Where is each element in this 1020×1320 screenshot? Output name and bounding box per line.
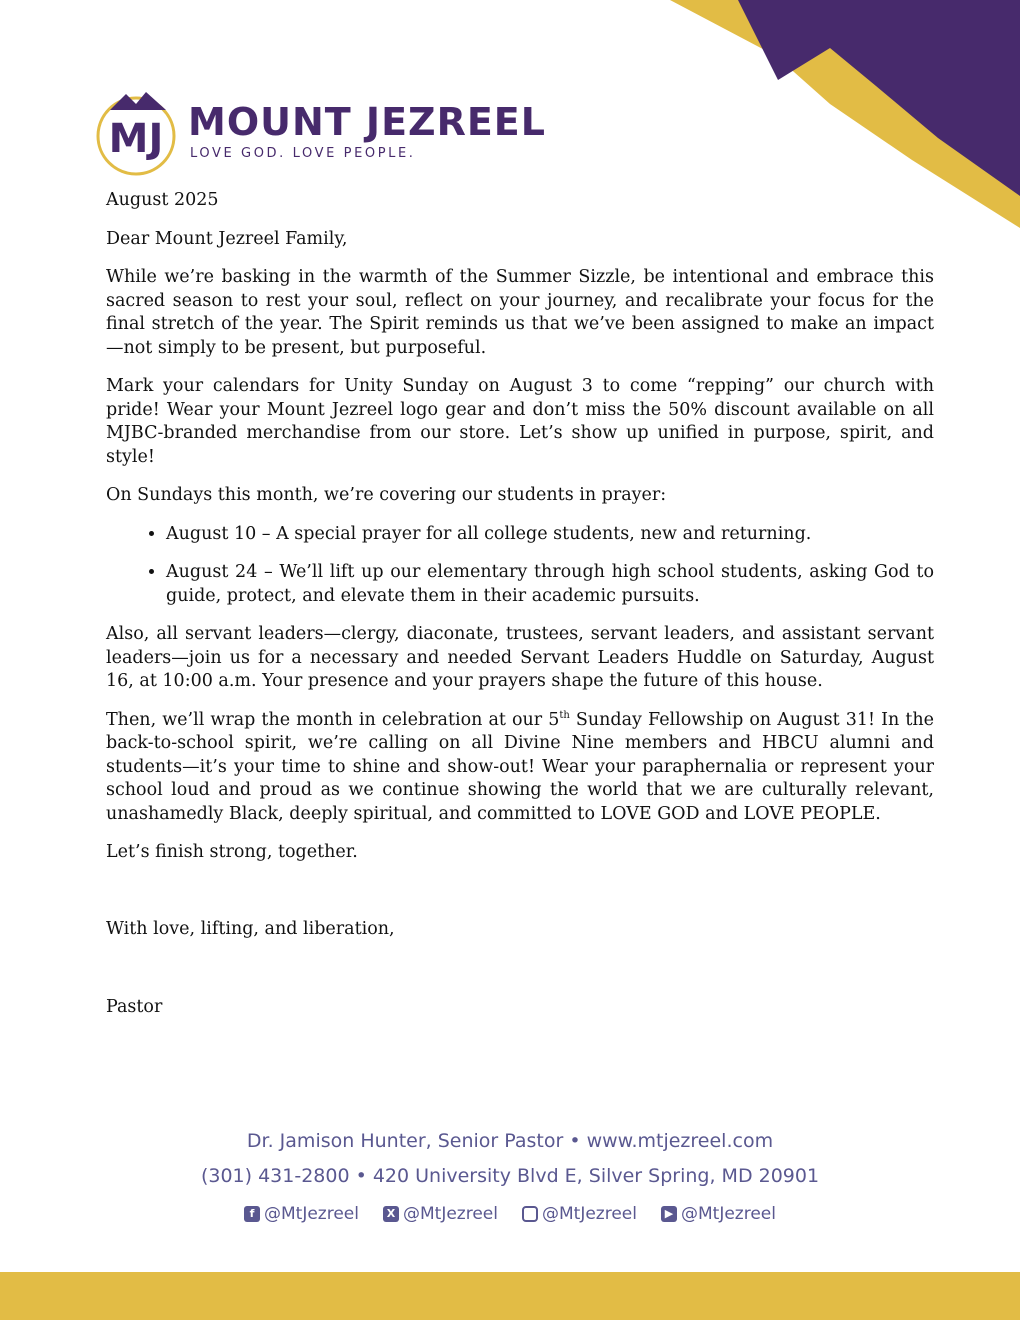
social-x[interactable]: X @MtJezreel [383,1204,498,1224]
youtube-icon: ▶ [661,1206,677,1222]
svg-text:MJ: MJ [108,116,164,162]
letter-paragraph: Also, all servant leaders—clergy, diaconate, trustees, servant leaders, and assistant servant leaders—join us for a necessary and needed Servant Leaders Huddle on Saturday, August 16, at 10:00 a.m. Your presence and your prayers shape the future of this house. [106,624,934,691]
letter-signature: Pastor [106,997,163,1017]
prayer-list [106,523,934,609]
letter-closing: With love, lifting, and liberation, [106,918,395,939]
social-facebook[interactable]: f @MtJezreel [244,1204,359,1224]
letter-date: August 2025 [106,190,219,210]
letter-paragraph: Then, we’ll wrap the month in celebration at our 5th Sunday Fellowship on August 31! In the back-to-school spirit, we’re calling on all Divine Nine members and HBCU alumni and students—it’s your time to shine and show-out! Wear your paraphernalia or represent your school loud and proud as we continue showing the world that we are culturally relevant, unashamedly Black, deeply spiritual, and committed to LOVE GOD and LOVE PEOPLE. [106,709,934,824]
social-youtube[interactable]: ▶ @MtJezreel [661,1204,776,1224]
x-icon: X [383,1206,399,1222]
letter-salutation: Dear Mount Jezreel Family, [106,228,348,249]
letter-paragraph: Let’s finish strong, together. [106,842,358,862]
facebook-icon: f [244,1206,260,1222]
logo-mark-icon [96,88,180,180]
instagram-icon [522,1206,538,1222]
footer-pastor-website: Dr. Jamison Hunter, Senior Pastor • www.mtjezreel.com [246,1130,774,1152]
church-logo [96,88,556,180]
letter-paragraph: While we’re basking in the warmth of the Summer Sizzle, be intentional and embrace this sacred season to rest your soul, reflect on your journey, and recalibrate your focus for the final stretch of the year. The Spirit reminds us that we’ve been assigned to make an impact—not simply to be present, but purposeful. [106,267,934,358]
letter-body [106,189,934,1035]
church-tagline: LOVE GOD. LOVE PEOPLE. [190,146,416,161]
social-links [0,1204,1020,1224]
letter-paragraph: On Sundays this month, we’re covering our students in prayer: [106,485,667,505]
social-instagram[interactable]: @MtJezreel [522,1204,637,1224]
church-name: MOUNT JEZREEL [188,100,546,144]
footer-gold-bar [0,1272,1020,1320]
footer-contact: (301) 431-2800 • 420 University Blvd E, Silver Spring, MD 20901 [200,1165,820,1187]
list-item: • August 10 – A special prayer for all college students, new and returning. [166,523,934,547]
letter-paragraph: Mark your calendars for Unity Sunday on August 3 to come “repping” our church with pride! Wear your Mount Jezreel logo gear and don’t miss the 50% discount available on all MJBC-branded merchandise from our store. Let’s show up unified in purpose, spirit, and style! [106,376,934,467]
list-item: • August 24 – We’ll lift up our elementary through high school students, asking God to guide, protect, and elevate them in their academic pursuits. [166,561,934,608]
